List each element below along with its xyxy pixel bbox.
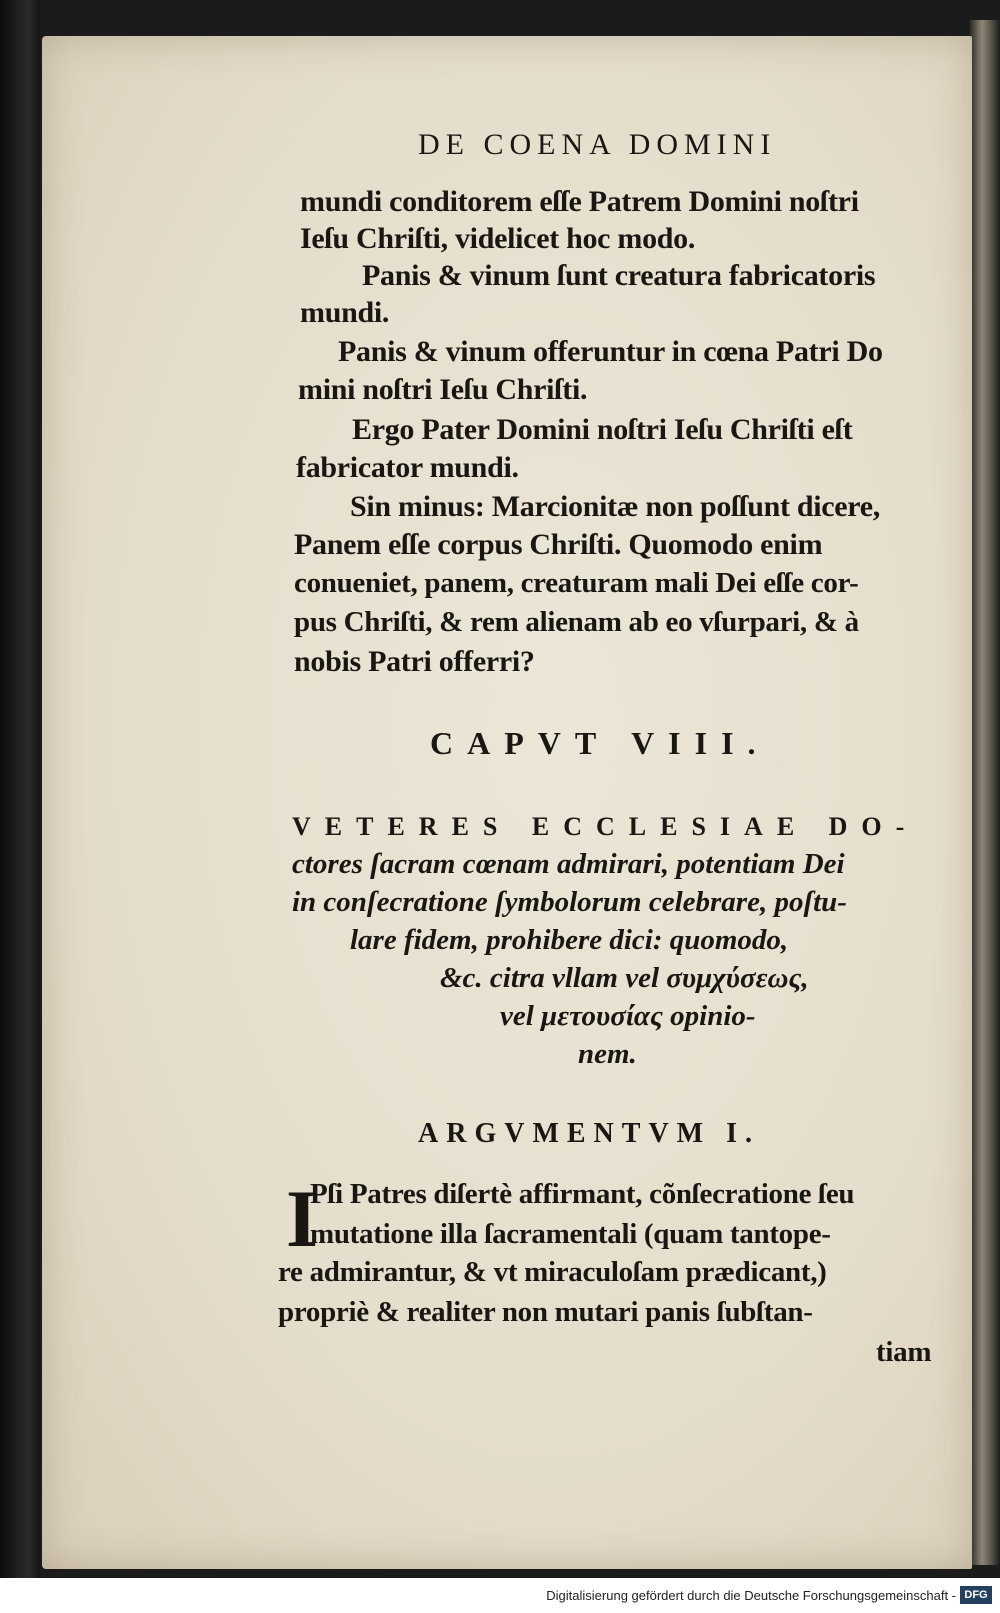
summary-line: nem. [578, 1038, 637, 1070]
body-line: mutatione illa ſacramentali (quam tantope- [310, 1218, 831, 1250]
funding-credit: Digitalisierung gefördert durch die Deutsche Forschungsgemeinschaft - [546, 1588, 956, 1603]
summary-line: VETERES ECCLESIAE DO- [292, 812, 919, 841]
chapter-heading: CAPVT VIII. [430, 725, 770, 761]
body-line: mundi conditorem eſſe Patrem Domini noſtri [300, 185, 859, 218]
argumentum-heading: ARGVMENTVM I. [418, 1118, 760, 1149]
drop-initial: I [286, 1173, 318, 1264]
digitization-footer [0, 1578, 1000, 1613]
summary-line: ctores ſacram cœnam admirari, potentiam Dei [292, 848, 845, 880]
book-binding-edge [0, 0, 40, 1578]
page-fore-edge [970, 20, 1000, 1565]
summary-line: &c. citra vllam vel συμχύσεως, [440, 962, 809, 994]
body-line: Panem eſſe corpus Chriſti. Quomodo enim [294, 528, 823, 561]
body-line: Pſi Patres diſertè affirmant, cõnſecratione ſeu [310, 1178, 855, 1210]
body-line: Panis & vinum ſunt creatura fabricatoris [362, 259, 876, 292]
body-line: Ergo Pater Domini noſtri Ieſu Chriſti eſt [352, 413, 853, 446]
catchword: tiam [876, 1336, 932, 1368]
body-line: mini noſtri Ieſu Chriſti. [298, 373, 588, 406]
summary-line: in conſecratione ſymbolorum celebrare, poſtu- [292, 886, 847, 918]
body-line: pus Chriſti, & rem alienam ab eo vſurpari, & à [294, 606, 859, 638]
body-line: propriè & realiter non mutari panis ſubſtan- [278, 1296, 813, 1328]
body-line: Sin minus: Marcionitæ non poſſunt dicere, [350, 490, 881, 523]
running-head: DE COENA DOMINI [418, 128, 777, 161]
dfg-logo-icon: DFG [960, 1586, 992, 1604]
summary-line: lare fidem, prohibere dici: quomodo, [350, 924, 789, 956]
body-line: Panis & vinum offeruntur in cœna Patri Do [338, 335, 883, 368]
body-line: fabricator mundi. [296, 451, 519, 484]
body-line: mundi. [300, 296, 390, 329]
body-line: nobis Patri offerri? [294, 645, 535, 678]
body-line: Ieſu Chriſti, videlicet hoc modo. [300, 222, 696, 255]
summary-line: vel μετουσίας opinio- [500, 1000, 756, 1032]
body-line: re admirantur, & vt miraculoſam prædicant,) [278, 1256, 827, 1288]
body-line: conueniet, panem, creaturam mali Dei eſſe cor- [294, 567, 859, 599]
